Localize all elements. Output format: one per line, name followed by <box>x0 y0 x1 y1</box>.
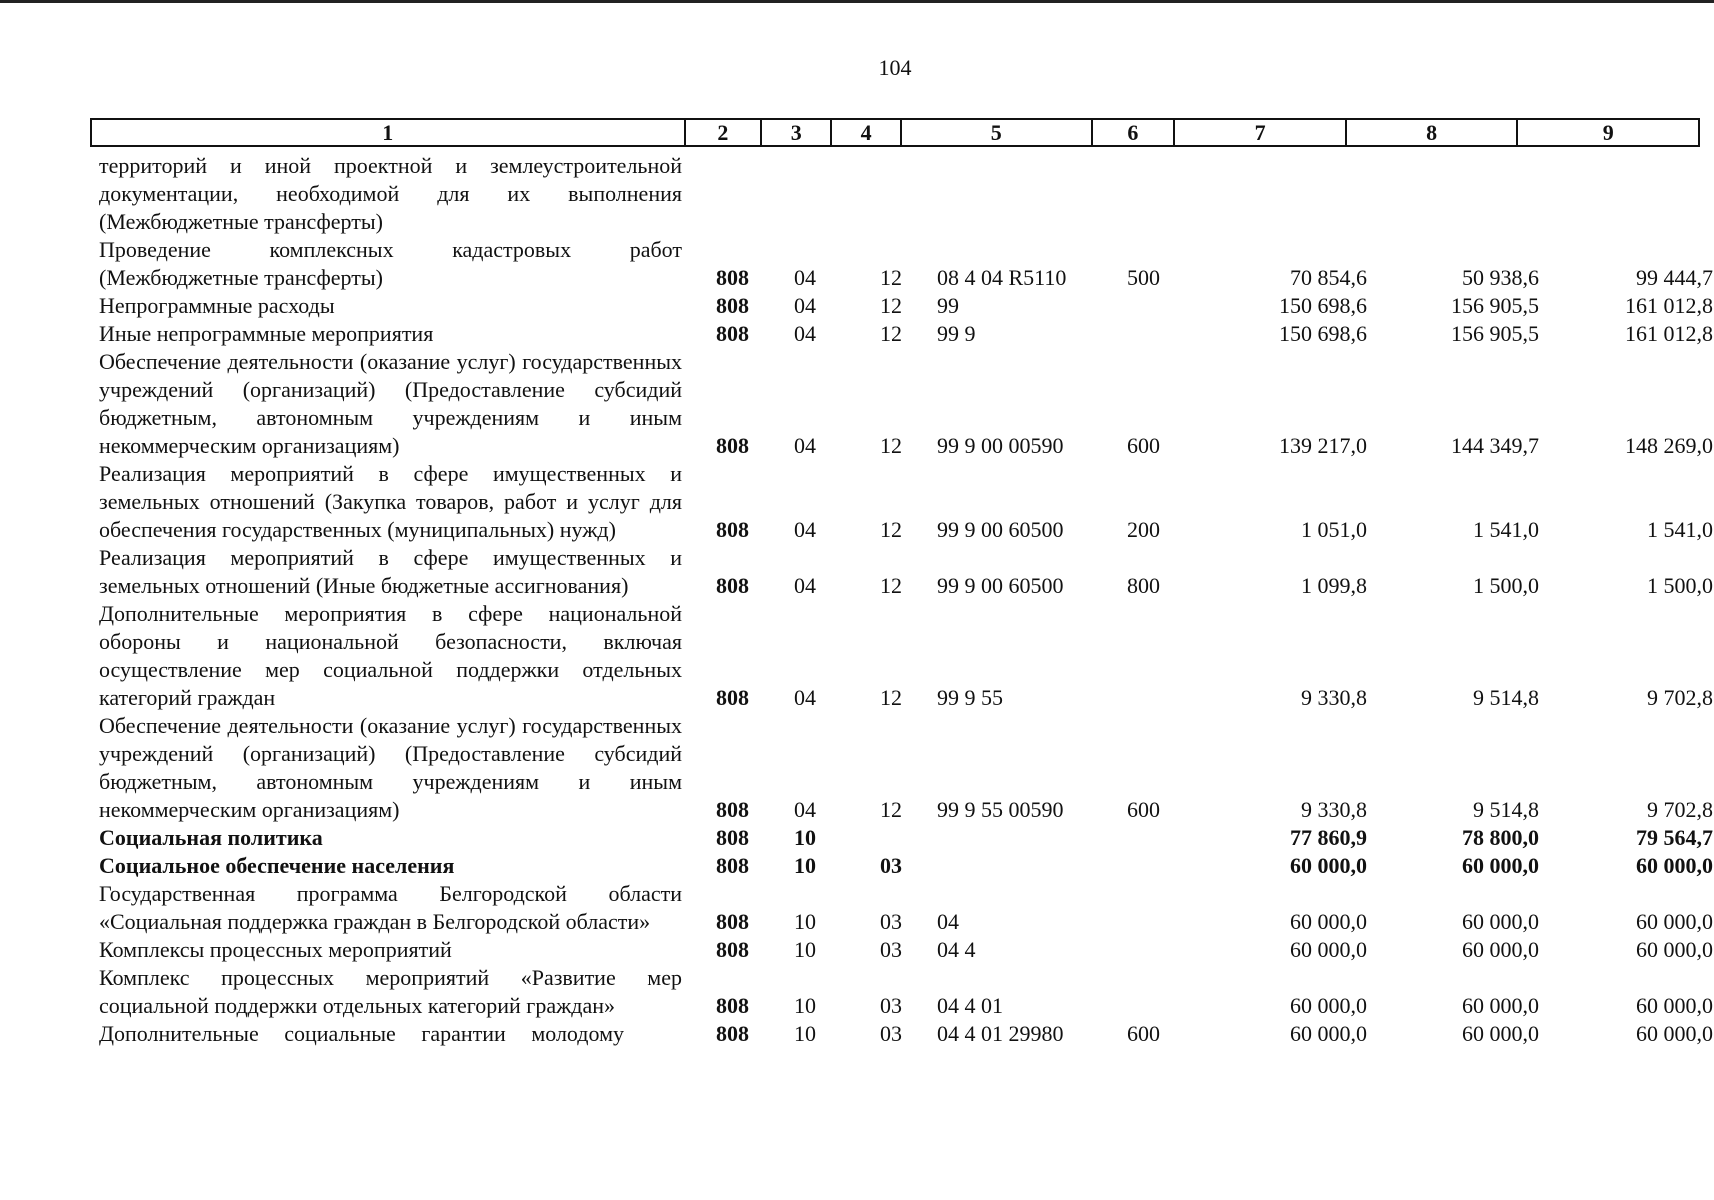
cell-section: 10 <box>794 853 816 878</box>
header-col-7: 7 <box>1173 120 1345 145</box>
cell-target-article: 04 <box>937 909 959 934</box>
cell-year-2: 60 000,0 <box>1462 909 1539 934</box>
cell-subsection: 12 <box>880 573 902 598</box>
table-row <box>0 460 1714 544</box>
cell-year-3: 99 444,7 <box>1636 265 1713 290</box>
cell-subsection: 03 <box>880 937 902 962</box>
row-name: Комплекс процессных мероприятий «Развитие мер социальной поддержки отдельных категорий граждан» <box>99 965 682 1018</box>
cell-ministry: 808 <box>716 265 749 290</box>
cell-section: 04 <box>794 797 816 822</box>
cell-target-article: 99 9 00 00590 <box>937 433 1064 458</box>
cell-target-article: 04 4 01 29980 <box>937 1021 1064 1046</box>
cell-section: 04 <box>794 433 816 458</box>
table-row <box>0 544 1714 600</box>
cell-year-1: 60 000,0 <box>1290 853 1367 878</box>
cell-ministry: 808 <box>716 321 749 346</box>
cell-year-3: 60 000,0 <box>1636 937 1713 962</box>
row-name: Обеспечение деятельности (оказание услуг) государственных учреждений (организаций) (Предоставление субсидий бюджетным, автономным учреждениям и иным некоммерческим организациям) <box>99 349 682 458</box>
cell-target-article: 04 4 01 <box>937 993 1003 1018</box>
cell-subsection: 12 <box>880 265 902 290</box>
table-row <box>0 600 1714 712</box>
row-name: Комплексы процессных мероприятий <box>99 937 452 962</box>
cell-ministry: 808 <box>716 993 749 1018</box>
table-row <box>0 712 1714 824</box>
cell-subsection: 03 <box>880 1021 902 1046</box>
cell-year-2: 78 800,0 <box>1462 825 1539 850</box>
cell-ministry: 808 <box>716 517 749 542</box>
cell-year-1: 150 698,6 <box>1279 321 1367 346</box>
cell-year-1: 9 330,8 <box>1301 797 1367 822</box>
cell-year-3: 1 541,0 <box>1647 517 1713 542</box>
cell-year-2: 156 905,5 <box>1451 321 1539 346</box>
cell-year-3: 60 000,0 <box>1636 993 1713 1018</box>
header-col-4: 4 <box>830 120 900 145</box>
cell-year-2: 50 938,6 <box>1462 265 1539 290</box>
cell-target-article: 99 <box>937 293 959 318</box>
cell-year-3: 60 000,0 <box>1636 1021 1713 1046</box>
cell-subsection: 12 <box>880 293 902 318</box>
cell-year-1: 1 099,8 <box>1301 573 1367 598</box>
cell-expense-type: 200 <box>1127 517 1160 542</box>
row-name: Социальная политика <box>99 825 323 850</box>
cell-ministry: 808 <box>716 685 749 710</box>
cell-year-1: 70 854,6 <box>1290 265 1367 290</box>
row-name: Государственная программа Белгородской области «Социальная поддержка граждан в Белгородской области» <box>99 881 682 934</box>
cell-year-2: 156 905,5 <box>1451 293 1539 318</box>
row-name: Социальное обеспечение населения <box>99 853 455 878</box>
row-name: Обеспечение деятельности (оказание услуг) государственных учреждений (организаций) (Предоставление субсидий бюджетным, автономным учреждениям и иным некоммерческим организациям) <box>99 713 682 822</box>
cell-target-article: 99 9 00 60500 <box>937 517 1064 542</box>
cell-year-1: 150 698,6 <box>1279 293 1367 318</box>
cell-target-article: 99 9 00 60500 <box>937 573 1064 598</box>
cell-subsection: 03 <box>880 909 902 934</box>
cell-year-2: 9 514,8 <box>1473 685 1539 710</box>
table-row <box>0 348 1714 460</box>
cell-year-3: 161 012,8 <box>1625 321 1713 346</box>
cell-target-article: 08 4 04 R5110 <box>937 265 1067 290</box>
cell-section: 04 <box>794 573 816 598</box>
top-rule <box>0 0 1714 3</box>
table-row <box>0 824 1714 852</box>
table-row <box>0 936 1714 964</box>
cell-year-3: 60 000,0 <box>1636 909 1713 934</box>
cell-ministry: 808 <box>716 433 749 458</box>
cell-ministry: 808 <box>716 825 749 850</box>
cell-year-1: 77 860,9 <box>1290 825 1367 850</box>
table-row <box>0 152 1714 236</box>
page-number: 104 <box>878 55 912 80</box>
cell-year-3: 9 702,8 <box>1647 685 1713 710</box>
row-name: Проведение комплексных кадастровых работ (Межбюджетные трансферты) <box>99 237 682 290</box>
cell-year-1: 1 051,0 <box>1301 517 1367 542</box>
cell-year-1: 139 217,0 <box>1279 433 1367 458</box>
cell-year-2: 60 000,0 <box>1462 937 1539 962</box>
header-col-5: 5 <box>900 120 1091 145</box>
cell-year-1: 60 000,0 <box>1290 1021 1367 1046</box>
table-row <box>0 852 1714 880</box>
table-row <box>0 964 1714 1020</box>
cell-year-2: 144 349,7 <box>1451 433 1539 458</box>
cell-year-2: 1 541,0 <box>1473 517 1539 542</box>
cell-ministry: 808 <box>716 573 749 598</box>
table-row <box>0 236 1714 292</box>
row-name: Реализация мероприятий в сфере имущественных и земельных отношений (Иные бюджетные ассигнования) <box>99 545 682 598</box>
cell-subsection: 12 <box>880 797 902 822</box>
cell-section: 10 <box>794 825 816 850</box>
row-name: Дополнительные социальные гарантии молодому <box>99 1021 624 1046</box>
cell-section: 10 <box>794 993 816 1018</box>
cell-subsection: 03 <box>880 853 902 878</box>
cell-subsection: 12 <box>880 321 902 346</box>
cell-ministry: 808 <box>716 937 749 962</box>
cell-subsection: 12 <box>880 517 902 542</box>
table-row <box>0 320 1714 348</box>
cell-section: 04 <box>794 293 816 318</box>
cell-expense-type: 600 <box>1127 433 1160 458</box>
cell-year-3: 1 500,0 <box>1647 573 1713 598</box>
header-col-1: 1 <box>382 120 394 145</box>
cell-section: 04 <box>794 685 816 710</box>
cell-expense-type: 600 <box>1127 797 1160 822</box>
cell-year-2: 60 000,0 <box>1462 993 1539 1018</box>
cell-expense-type: 500 <box>1127 265 1160 290</box>
row-name: Иные непрограммные мероприятия <box>99 321 434 346</box>
cell-year-3: 60 000,0 <box>1636 853 1713 878</box>
cell-year-2: 60 000,0 <box>1462 853 1539 878</box>
cell-target-article: 04 4 <box>937 937 976 962</box>
row-name: Дополнительные мероприятия в сфере национальной обороны и национальной безопасности, включая осуществление мер социальной поддержки отдельных категорий граждан <box>99 601 682 710</box>
table-row <box>0 880 1714 936</box>
cell-section: 10 <box>794 937 816 962</box>
header-col-2: 2 <box>684 120 761 145</box>
cell-year-1: 60 000,0 <box>1290 937 1367 962</box>
cell-section: 10 <box>794 909 816 934</box>
row-name: Непрограммные расходы <box>99 293 335 318</box>
cell-target-article: 99 9 55 00590 <box>937 797 1064 822</box>
cell-target-article: 99 9 55 <box>937 685 1003 710</box>
cell-subsection: 12 <box>880 433 902 458</box>
header-col-6: 6 <box>1091 120 1174 145</box>
cell-section: 04 <box>794 321 816 346</box>
cell-year-2: 1 500,0 <box>1473 573 1539 598</box>
cell-year-3: 148 269,0 <box>1625 433 1713 458</box>
cell-ministry: 808 <box>716 797 749 822</box>
cell-section: 04 <box>794 517 816 542</box>
cell-expense-type: 800 <box>1127 573 1160 598</box>
cell-year-1: 60 000,0 <box>1290 993 1367 1018</box>
table-header <box>90 118 1700 147</box>
cell-subsection: 03 <box>880 993 902 1018</box>
cell-expense-type: 600 <box>1127 1021 1160 1046</box>
cell-ministry: 808 <box>716 293 749 318</box>
table-row <box>0 292 1714 320</box>
cell-year-3: 79 564,7 <box>1636 825 1713 850</box>
cell-year-3: 161 012,8 <box>1625 293 1713 318</box>
cell-ministry: 808 <box>716 853 749 878</box>
cell-section: 04 <box>794 265 816 290</box>
header-col-9: 9 <box>1516 120 1698 145</box>
cell-year-1: 9 330,8 <box>1301 685 1367 710</box>
row-name: Реализация мероприятий в сфере имущественных и земельных отношений (Закупка товаров, работ и услуг для обеспечения государственных (муниципальных) нужд) <box>99 461 682 542</box>
cell-target-article: 99 9 <box>937 321 976 346</box>
header-col-8: 8 <box>1345 120 1517 145</box>
table-body <box>0 152 1714 1048</box>
cell-year-3: 9 702,8 <box>1647 797 1713 822</box>
cell-subsection: 12 <box>880 685 902 710</box>
cell-ministry: 808 <box>716 1021 749 1046</box>
cell-section: 10 <box>794 1021 816 1046</box>
cell-year-2: 60 000,0 <box>1462 1021 1539 1046</box>
header-col-3: 3 <box>760 120 830 145</box>
table-row <box>0 1020 1714 1048</box>
cell-year-1: 60 000,0 <box>1290 909 1367 934</box>
row-name: территорий и иной проектной и землеустроительной документации, необходимой для их выполнения (Межбюджетные трансферты) <box>99 153 682 234</box>
cell-year-2: 9 514,8 <box>1473 797 1539 822</box>
cell-ministry: 808 <box>716 909 749 934</box>
